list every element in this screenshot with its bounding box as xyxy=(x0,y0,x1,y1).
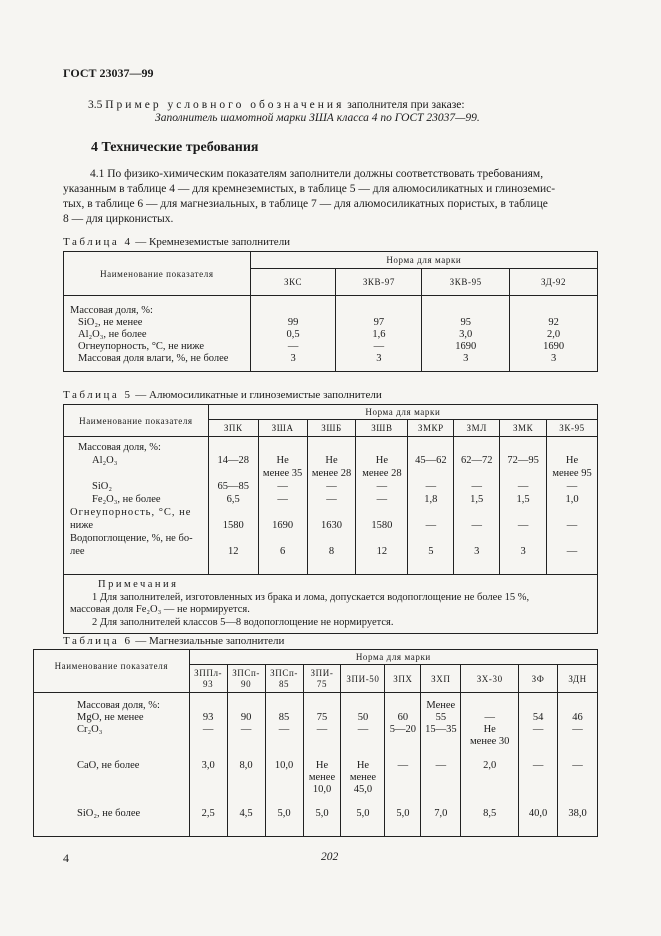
row-labels xyxy=(64,437,209,575)
cell-value: — xyxy=(357,724,369,735)
cell-value: Не xyxy=(276,455,289,466)
cell-value: 3,0 xyxy=(459,329,473,340)
paragraph-line: 4.1 По физико-химическим показателям заполнители должны соответствовать требованиям, xyxy=(90,168,544,180)
row-label: ниже xyxy=(70,520,94,531)
cell-block xyxy=(385,700,420,760)
row-spacer xyxy=(547,532,597,545)
row-spacer xyxy=(558,700,597,712)
brand-column xyxy=(558,693,598,837)
section-title: 4 Технические требования xyxy=(91,140,259,155)
cell-value: 3 xyxy=(474,546,480,557)
row-label: Al₂O₃, не более xyxy=(78,329,147,340)
row-spacer xyxy=(190,700,227,712)
clause-4-1 xyxy=(63,167,598,227)
cell-block xyxy=(461,808,518,822)
clause-number: 3.5 xyxy=(88,99,103,111)
brand-header: ЗКС xyxy=(250,269,336,296)
cell-value: 1580 xyxy=(222,520,244,531)
cell-value: — xyxy=(425,481,437,492)
brand-header: ЗД-92 xyxy=(510,269,598,296)
row-spacer xyxy=(500,506,546,519)
cell-value: 2,0 xyxy=(547,329,561,340)
cell-block xyxy=(461,760,518,808)
row-label: Огнеупорность, °С, не ниже xyxy=(78,341,205,352)
brand-column xyxy=(227,693,265,837)
cell-value: 97 xyxy=(373,317,385,328)
cell-value: — xyxy=(397,760,409,771)
cell-value: 90 xyxy=(240,712,252,723)
cell-value: 1,6 xyxy=(372,329,386,340)
document-header: ГОСТ 23037—99 xyxy=(63,66,154,80)
cell-value: 12 xyxy=(376,546,388,557)
row-label: Fe₂O₃, не более xyxy=(92,494,161,505)
cell-value: 6 xyxy=(279,546,286,557)
cell-value: 8 xyxy=(328,546,335,557)
brand-line: 90 xyxy=(241,678,252,689)
row-label: лее xyxy=(70,546,85,557)
cell-value: 72—95 xyxy=(507,455,539,466)
brand-header: ЗКВ-97 xyxy=(336,269,422,296)
cell-value: — xyxy=(240,724,252,735)
row-spacer xyxy=(356,532,407,545)
brand-header: ЗПХ xyxy=(385,665,421,693)
row-label: SiO₂, не менее xyxy=(78,317,143,328)
brand-header: ЗМКР xyxy=(408,420,454,437)
brand-column xyxy=(307,437,356,575)
cell-value: 10,0 xyxy=(312,784,332,795)
cell-block xyxy=(228,700,265,760)
cell-value: 45—62 xyxy=(415,455,447,466)
cell-value: 3,0 xyxy=(201,760,215,771)
cell-block xyxy=(558,808,597,822)
cell-value: — xyxy=(277,481,288,492)
cell-value: — xyxy=(435,760,447,771)
clause-3-5 xyxy=(88,99,465,111)
cell-value: 60 xyxy=(397,712,409,723)
cell-value: 50 xyxy=(357,712,369,723)
header-norm: Норма для марки xyxy=(189,650,597,665)
cell-value: 0,5 xyxy=(286,329,300,340)
row-spacer xyxy=(228,700,265,712)
cell-block xyxy=(558,700,597,760)
cell-value: 5,0 xyxy=(315,808,329,819)
brand-column xyxy=(421,693,461,837)
cell-value: Не xyxy=(356,760,370,771)
row-spacer xyxy=(408,467,453,480)
cell-value: менее 95 xyxy=(552,468,592,479)
row-spacer xyxy=(308,532,356,545)
row-label: Массовая доля, %: xyxy=(77,700,160,711)
cell-block xyxy=(558,760,597,808)
brand-column xyxy=(250,296,336,372)
brand-column xyxy=(519,693,558,837)
brand-column xyxy=(189,693,227,837)
brand-column xyxy=(422,296,510,372)
cell-value: 1690 xyxy=(272,520,294,531)
cell-block xyxy=(190,808,227,822)
header-norm: Норма для марки xyxy=(250,252,597,269)
cell-block xyxy=(190,700,227,760)
brand-column xyxy=(461,693,519,837)
cell-value: 12 xyxy=(227,546,239,557)
cell-value: 93 xyxy=(202,712,214,723)
cell-value: 1,0 xyxy=(565,494,579,505)
cell-value: 65—85 xyxy=(217,481,249,492)
row-labels xyxy=(34,693,190,837)
brand-column xyxy=(341,693,385,837)
cell-value: менее xyxy=(308,772,336,783)
paragraph-line: 8 — для цирконистых. xyxy=(63,213,174,225)
cell-value: — xyxy=(376,481,388,492)
cell-value: — xyxy=(532,760,544,771)
row-spacer xyxy=(408,532,453,545)
table-caption xyxy=(63,635,284,647)
row-spacer xyxy=(341,700,384,712)
row-label: Массовая доля влаги, %, не более xyxy=(78,353,229,364)
cell-value: 5,0 xyxy=(396,808,410,819)
cell-block xyxy=(385,808,420,822)
cell-value: 40,0 xyxy=(528,808,548,819)
cell-value: 3 xyxy=(550,353,557,364)
cell-value: 46 xyxy=(572,712,583,723)
row-spacer xyxy=(547,506,597,519)
cell-value: Не xyxy=(315,760,329,771)
cell-value: Не xyxy=(565,455,579,466)
row-label: Массовая доля, %: xyxy=(78,442,161,453)
row-spacer xyxy=(454,506,499,519)
table-4 xyxy=(63,251,598,372)
brand-column xyxy=(408,437,454,575)
cell-value: — xyxy=(373,341,385,352)
cell-value: менее 28 xyxy=(311,468,352,479)
row-spacer xyxy=(70,467,208,480)
cell-value: Не xyxy=(325,455,338,466)
brand-header: ЗДН xyxy=(558,665,598,693)
brand-column xyxy=(547,437,598,575)
brand-column xyxy=(454,437,500,575)
row-label: Огнеупорность, °С, не xyxy=(70,507,192,518)
row-spacer xyxy=(259,532,307,545)
brand-column xyxy=(208,437,258,575)
row-spacer xyxy=(461,700,518,712)
brand-header: ЗМЛ xyxy=(454,420,500,437)
cell-value: 54 xyxy=(532,712,544,723)
cell-value: 2,0 xyxy=(483,760,497,771)
cell-value: — xyxy=(572,724,583,735)
row-spacer xyxy=(209,532,258,545)
notes-title: Примечания xyxy=(98,579,179,590)
row-spacer xyxy=(408,506,453,519)
table6-body xyxy=(34,693,598,837)
brand-header xyxy=(303,665,341,693)
page-number-center: 202 xyxy=(321,851,339,863)
row-spacer xyxy=(454,467,499,480)
cell-value: 4,5 xyxy=(239,808,253,819)
cell-value: 2,5 xyxy=(201,808,215,819)
cell-value: 5,0 xyxy=(356,808,370,819)
row-spacer xyxy=(356,506,407,519)
cell-value: 10,0 xyxy=(274,760,294,771)
row-label: Cr₂O₃ xyxy=(77,724,103,735)
cell-value: — xyxy=(278,724,290,735)
cell-value: менее 30 xyxy=(470,736,510,747)
cell-value: 75 xyxy=(316,712,328,723)
cell-value: 5—20 xyxy=(389,724,416,735)
cell-value: — xyxy=(376,494,388,505)
brand-header: ЗШБ xyxy=(307,420,356,437)
cell-value: — xyxy=(517,481,529,492)
cell-value: — xyxy=(566,481,578,492)
row-spacer xyxy=(385,700,420,712)
cell-block xyxy=(341,760,384,808)
cell-value: 55 xyxy=(435,712,447,723)
table-caption-label: Таблица 6 xyxy=(63,635,133,647)
brand-line: 75 xyxy=(316,678,328,689)
table-6 xyxy=(33,649,598,837)
cell-value: 45,0 xyxy=(353,784,373,795)
cell-value: 85 xyxy=(278,712,290,723)
brand-column xyxy=(510,296,598,372)
row-spacer xyxy=(500,467,546,480)
brand-header: ЗФ xyxy=(519,665,558,693)
brand-header: ЗХП xyxy=(421,665,461,693)
brand-header xyxy=(189,665,227,693)
row-label: CaO, не более xyxy=(77,760,140,771)
cell-value: Менее xyxy=(426,700,456,711)
cell-block xyxy=(385,760,420,808)
cell-value: — xyxy=(277,494,288,505)
cell-value: 1630 xyxy=(321,520,343,531)
cell-block xyxy=(519,700,557,760)
cell-value: — xyxy=(326,494,337,505)
table-caption-title: — Алюмосиликатные и глиноземистые заполнители xyxy=(132,389,382,401)
brand-column xyxy=(303,693,341,837)
brand-column xyxy=(500,437,547,575)
cell-block xyxy=(341,700,384,760)
table-caption xyxy=(63,236,290,248)
brand-header xyxy=(265,665,303,693)
brand-line: ЗПИ- xyxy=(310,667,334,678)
header-norm: Норма для марки xyxy=(208,405,597,420)
cell-block xyxy=(519,760,557,808)
table-caption-label: Таблица 5 xyxy=(63,389,133,401)
cell-block xyxy=(461,700,518,760)
row-label: SiO₂ xyxy=(92,481,113,492)
cell-value: — xyxy=(316,724,328,735)
row-label: Al₂O₃ xyxy=(92,455,118,466)
row-spacer xyxy=(500,532,546,545)
cell-value: — xyxy=(471,520,482,531)
cell-value: 1690 xyxy=(543,341,565,352)
table-caption-title: — Магнезиальные заполнители xyxy=(132,635,285,647)
cell-value: 3 xyxy=(290,353,296,364)
table-caption xyxy=(63,389,382,401)
brand-column xyxy=(385,693,421,837)
brand-line: ЗППл- xyxy=(194,667,223,678)
table-caption-title: — Кремнеземистые заполнители xyxy=(132,236,291,248)
row-label: SiO₂, не более xyxy=(77,808,141,819)
cell-block xyxy=(266,760,303,808)
table-5 xyxy=(63,404,598,634)
cell-value: — xyxy=(517,520,529,531)
table-caption-label: Таблица 4 xyxy=(63,236,133,248)
page-number-left: 4 xyxy=(63,851,69,865)
brand-header: ЗШВ xyxy=(356,420,408,437)
note-line: массовая доля Fe₂O₃ — не нормируется. xyxy=(70,604,250,615)
cell-value: 3 xyxy=(376,353,382,364)
cell-block xyxy=(421,700,460,760)
row-spacer xyxy=(77,772,189,808)
brand-line: ЗПСп- xyxy=(232,667,261,678)
cell-value: менее 35 xyxy=(262,468,303,479)
cell-value: менее xyxy=(349,772,377,783)
cell-value: 14—28 xyxy=(217,455,249,466)
cell-block xyxy=(341,808,384,822)
cell-value: — xyxy=(572,760,583,771)
cell-value: — xyxy=(566,520,578,531)
brand-header: ЗК-95 xyxy=(547,420,598,437)
cell-value: 5 xyxy=(428,546,434,557)
cell-value: менее 28 xyxy=(362,468,402,479)
brand-header: ЗКВ-95 xyxy=(422,269,510,296)
cell-block xyxy=(228,808,265,822)
cell-block xyxy=(228,760,265,808)
row-label: Водопоглощение, %, не бо- xyxy=(70,533,193,544)
brand-column xyxy=(265,693,303,837)
cell-value: 62—72 xyxy=(460,455,493,466)
cell-value: — xyxy=(566,546,578,557)
cell-value: 3 xyxy=(520,546,526,557)
brand-column xyxy=(336,296,422,372)
cell-value: 8,0 xyxy=(239,760,253,771)
cell-value: 95 xyxy=(460,317,471,328)
brand-header: ЗПИ-50 xyxy=(341,665,385,693)
cell-value: Не xyxy=(375,455,389,466)
cell-value: 99 xyxy=(287,317,299,328)
cell-block xyxy=(421,760,460,808)
row-spacer xyxy=(308,506,356,519)
cell-value: 38,0 xyxy=(568,808,587,819)
row-spacer xyxy=(454,532,499,545)
cell-value: — xyxy=(326,481,337,492)
cell-block xyxy=(304,808,341,822)
cell-block xyxy=(304,760,341,808)
cell-value: 1,5 xyxy=(516,494,530,505)
paragraph-line: тых, в таблице 6 — для магнезиальных, в таблице 7 — для алюмосиликатных пористых, в таблице xyxy=(63,198,548,210)
clause-spaced-title: Пример условного обозначения xyxy=(105,99,345,111)
brand-header: ЗМК xyxy=(500,420,547,437)
row-spacer xyxy=(519,700,557,712)
brand-header: ЗША xyxy=(258,420,307,437)
brand-column xyxy=(258,437,307,575)
note-line: 1 Для заполнителей, изготовленных из брака и лома, допускается водопоглощение не более 15 %, xyxy=(92,591,530,603)
brand-header xyxy=(227,665,265,693)
cell-value: 7,0 xyxy=(434,808,448,819)
row-spacer xyxy=(304,700,341,712)
cell-value: Не xyxy=(483,724,496,735)
cell-block xyxy=(266,808,303,822)
cell-value: 92 xyxy=(548,317,559,328)
clause-example: Заполнитель шамотной марки ЗША класса 4 по ГОСТ 23037—99. xyxy=(155,112,480,124)
paragraph-line: указанным в таблице 4 — для кремнеземистых, в таблице 5 — для алюмосиликатных и глиноземис- xyxy=(63,183,556,195)
cell-value: 15—35 xyxy=(425,724,457,735)
brand-line: ЗПСп- xyxy=(270,667,298,678)
cell-value: 8,5 xyxy=(483,808,497,819)
header-name: Наименование показателя xyxy=(34,650,190,693)
row-spacer xyxy=(209,467,258,480)
brand-column xyxy=(356,437,408,575)
row-label: MgO, не менее xyxy=(77,712,144,723)
cell-value: 6,5 xyxy=(226,494,240,505)
brand-line: 85 xyxy=(278,678,290,689)
cell-block xyxy=(304,700,341,760)
cell-value: 1,5 xyxy=(470,494,484,505)
row-labels xyxy=(64,296,251,372)
row-spacer xyxy=(259,506,307,519)
brand-header: ЗХ-30 xyxy=(461,665,519,693)
header-name: Наименование показателя xyxy=(64,252,251,296)
cell-value: 1,8 xyxy=(424,494,438,505)
row-spacer xyxy=(209,506,258,519)
brand-line: 93 xyxy=(203,678,214,689)
cell-block xyxy=(519,808,557,822)
cell-value: 3 xyxy=(463,353,469,364)
cell-value: — xyxy=(471,481,482,492)
cell-block xyxy=(266,700,303,760)
brand-header: ЗПК xyxy=(208,420,258,437)
cell-value: 1690 xyxy=(455,341,477,352)
cell-value: — xyxy=(287,341,299,352)
note-line: 2 Для заполнителей классов 5—8 водопоглощение не нормируется. xyxy=(92,616,394,628)
row-spacer xyxy=(77,736,189,760)
row-label: Массовая доля, %: xyxy=(70,305,153,316)
cell-value: — xyxy=(425,520,437,531)
table-notes xyxy=(64,575,598,634)
cell-block xyxy=(421,808,460,822)
cell-value: — xyxy=(484,712,495,723)
header-name: Наименование показателя xyxy=(64,405,209,437)
row-spacer xyxy=(266,700,303,712)
cell-value: 1580 xyxy=(371,520,393,531)
cell-value: — xyxy=(532,724,544,735)
cell-value: — xyxy=(202,724,214,735)
clause-text: заполнителя при заказе: xyxy=(347,99,465,111)
cell-value: 5,0 xyxy=(277,808,291,819)
cell-block xyxy=(190,760,227,808)
